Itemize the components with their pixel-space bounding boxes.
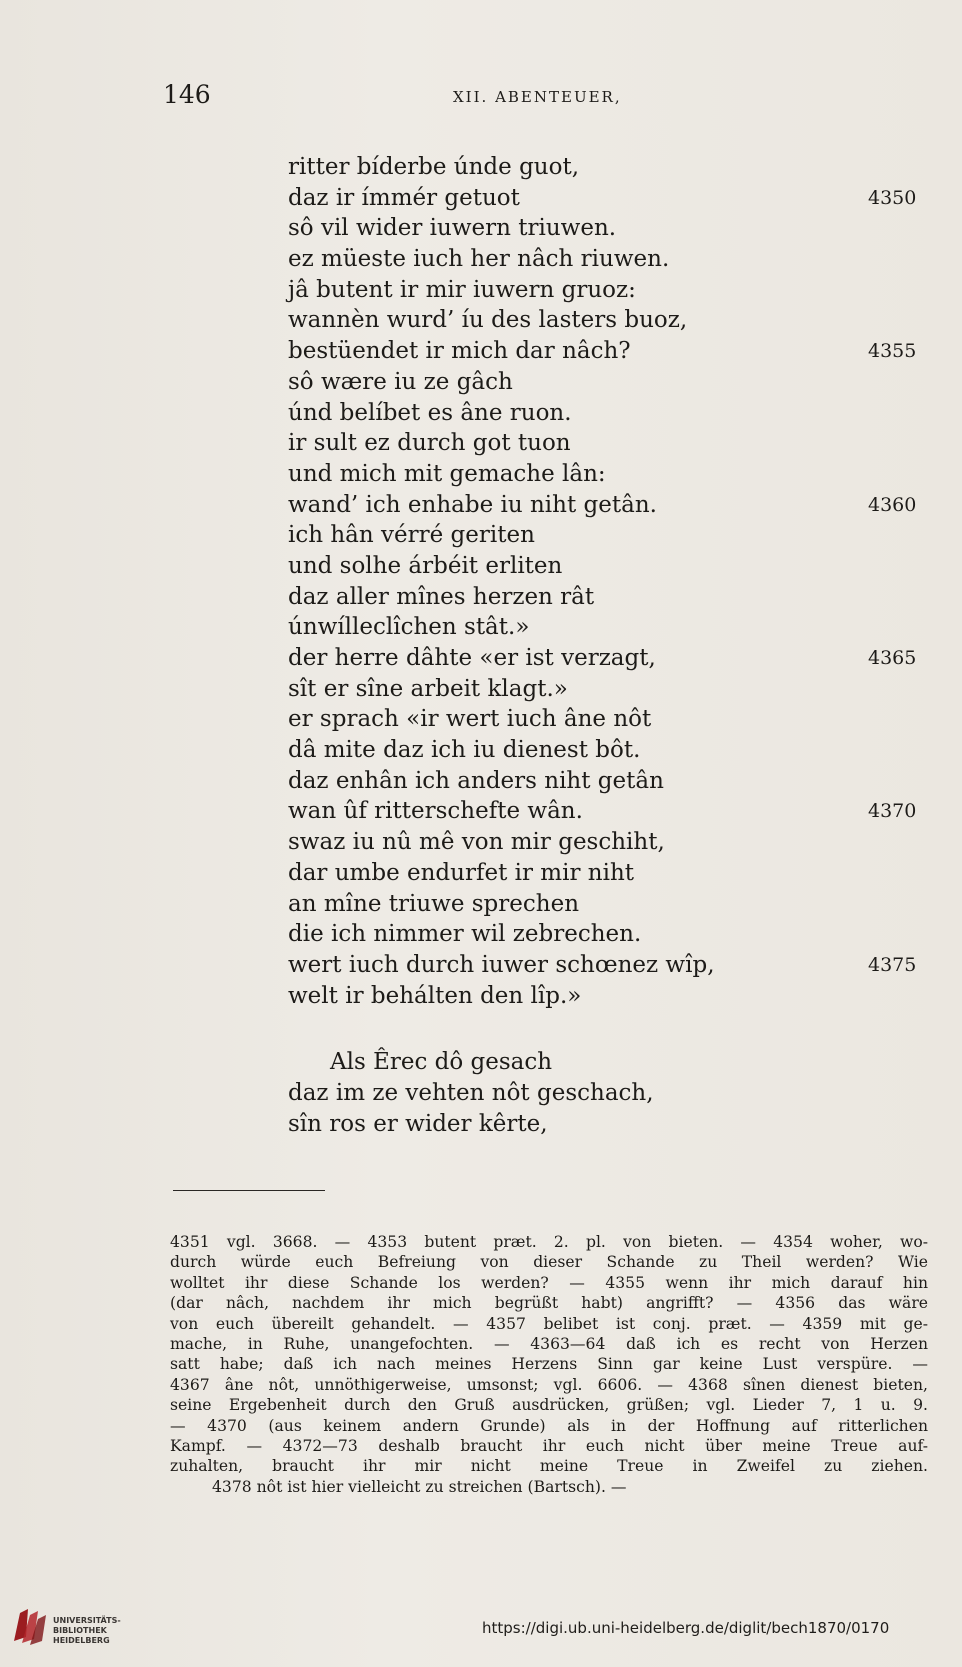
verse-text-line: únd belíbet es âne ruon. [288,399,572,426]
library-logo[interactable] [10,1605,140,1657]
verse-text [288,152,928,1139]
verse-line [288,428,928,459]
verse-line [288,305,928,336]
verse-text-line: sô wære iu ze gâch [288,368,513,395]
footnote-line: (dar nâch, nachdem ihr mich begrüßt habt) angrifft? — 4356 das wäre [170,1294,928,1313]
library-seal-icon [10,1605,50,1649]
verse-text-line: swaz iu nû mê von mir geschiht, [288,829,665,856]
verse-line [288,1078,928,1109]
verse-line [288,766,928,797]
verse-line [288,674,928,705]
verse-text-line: dar umbe endurfet ir mir niht [288,859,634,886]
line-number: 4355 [868,340,917,363]
verse-line [288,889,928,920]
verse-text-line: der herre dâhte «er ist verzagt, [288,645,656,671]
footnote-line: — 4370 (aus keinem andern Grunde) als in der Hoffnung auf ritterlichen [170,1416,928,1435]
verse-text-line: wan ûf ritterschefte wân. [288,798,583,825]
page-number: 146 [163,80,211,109]
footnote-line: seine Ergebenheit durch den Gruß ausdrücken, grüßen; vgl. Lieder 7, 1 u. 9. [170,1396,928,1415]
footnote-line: 4351 vgl. 3668. — 4353 butent præt. 2. pl. von bieten. — 4354 woher, wo- [170,1233,928,1251]
line-number: 4370 [868,800,917,823]
verse-line [288,336,928,367]
source-url[interactable]: https://digi.ub.uni-heidelberg.de/diglit/bech1870/0170 [482,1619,890,1637]
running-head: XII. ABENTEUER, [453,88,622,106]
verse-text-line: jâ butent ir mir iuwern gruoz: [288,276,636,303]
verse-line [288,490,928,521]
verse-text-line: sîn ros er wider kêrte, [288,1110,548,1137]
footnote-line: 4378 nôt ist hier vielleicht zu streichen (Bartsch). — [212,1477,627,1496]
verse-line [288,152,928,183]
line-number: 4360 [868,493,917,516]
verse-line [288,919,928,950]
verse-text-line: sît er sîne arbeit klagt.» [288,675,568,702]
verse-line [288,244,928,275]
footnote-divider [173,1190,325,1191]
verse-text-line: dâ mite daz ich iu dienest bôt. [288,737,641,764]
verse-text-line: sô vil wider iuwern triuwen. [288,215,617,242]
verse-text-line: daz aller mînes herzen rât [288,583,595,610]
verse-text-line: er sprach «ir wert iuch âne nôt [288,706,652,733]
verse-line [288,459,928,490]
verse-line [288,981,928,1012]
verse-line [288,612,928,643]
verse-text-line: wannèn wurd’ íu des lasters buoz, [288,307,688,334]
footnotes [170,1232,928,1497]
verse-line [288,1047,928,1078]
line-number: 4350 [868,186,917,209]
verse-text-line: wert iuch durch iuwer schœnez wîp, [288,951,715,978]
footnote-line: 4367 âne nôt, unnöthigerweise, umsonst; vgl. 6606. — 4368 sînen dienest bieten, [170,1375,928,1394]
footnote-line: durch würde euch Befreiung von dieser Schande zu Theil werden? Wie [170,1253,928,1272]
verse-text-line: daz im ze vehten nôt geschach, [288,1079,654,1106]
verse-line [288,1109,928,1140]
verse-line [288,735,928,766]
verse-text-line: ir sult ez durch got tuon [288,430,571,457]
verse-line [288,213,928,244]
footnote-line: wolltet ihr diese Schande los werden? — 4355 wenn ihr mich darauf hin [170,1273,928,1292]
verse-line [288,643,928,674]
verse-line [288,827,928,858]
verse-text-line: Als Êrec dô gesach [330,1049,553,1076]
page-header [163,80,923,116]
verse-text-line: welt ir behálten den lîp.» [288,982,582,1009]
verse-line [288,520,928,551]
library-name: UNIVERSITÄTS- BIBLIOTHEK HEIDELBERG [53,1616,121,1645]
verse-text-line: ez müeste iuch her nâch riuwen. [288,246,670,273]
footnote-line: von euch übereilt gehandelt. — 4357 belibet ist conj. præt. — 4359 mit ge- [170,1314,928,1333]
footnote-line: zuhalten, braucht ihr mir nicht meine Treue in Zweifel zu ziehen. [170,1457,928,1476]
verse-line [288,275,928,306]
verse-line [288,398,928,429]
footnote-line: satt habe; daß ich nach meines Herzens Sinn gar keine Lust verspüre. — [170,1355,928,1374]
line-number: 4365 [868,647,917,669]
verse-line [288,858,928,889]
verse-text-line: bestüendet ir mich dar nâch? [288,338,631,365]
verse-text-line: wand’ ich enhabe iu niht getân. [288,491,657,518]
verse-line [288,367,928,398]
verse-text-line: und mich mit gemache lân: [288,460,606,487]
footnote-line: Kampf. — 4372—73 deshalb braucht ihr euch nicht über meine Treue auf- [170,1437,928,1456]
verse-text-line: daz ir ímmér getuot [288,184,520,211]
footnote-line: mache, in Ruhe, unangefochten. — 4363—64 daß ich es recht von Herzen [170,1335,928,1354]
verse-text-line: die ich nimmer wil zebrechen. [288,921,642,948]
verse-text-line: an mîne triuwe sprechen [288,890,580,917]
verse-text-line: ich hân vérré geriten [288,522,535,549]
verse-text-line: únwílleclîchen stât.» [288,614,530,641]
verse-line [288,183,928,214]
verse-line [288,704,928,735]
verse-line [288,551,928,582]
verse-text-line: und solhe árbéit erliten [288,552,563,579]
verse-line [288,582,928,613]
verse-line [288,796,928,827]
line-number: 4375 [868,953,917,976]
verse-text-line: ritter bíderbe únde guot, [288,154,580,180]
verse-text-line: daz enhân ich anders niht getân [288,767,664,794]
verse-line [288,950,928,981]
